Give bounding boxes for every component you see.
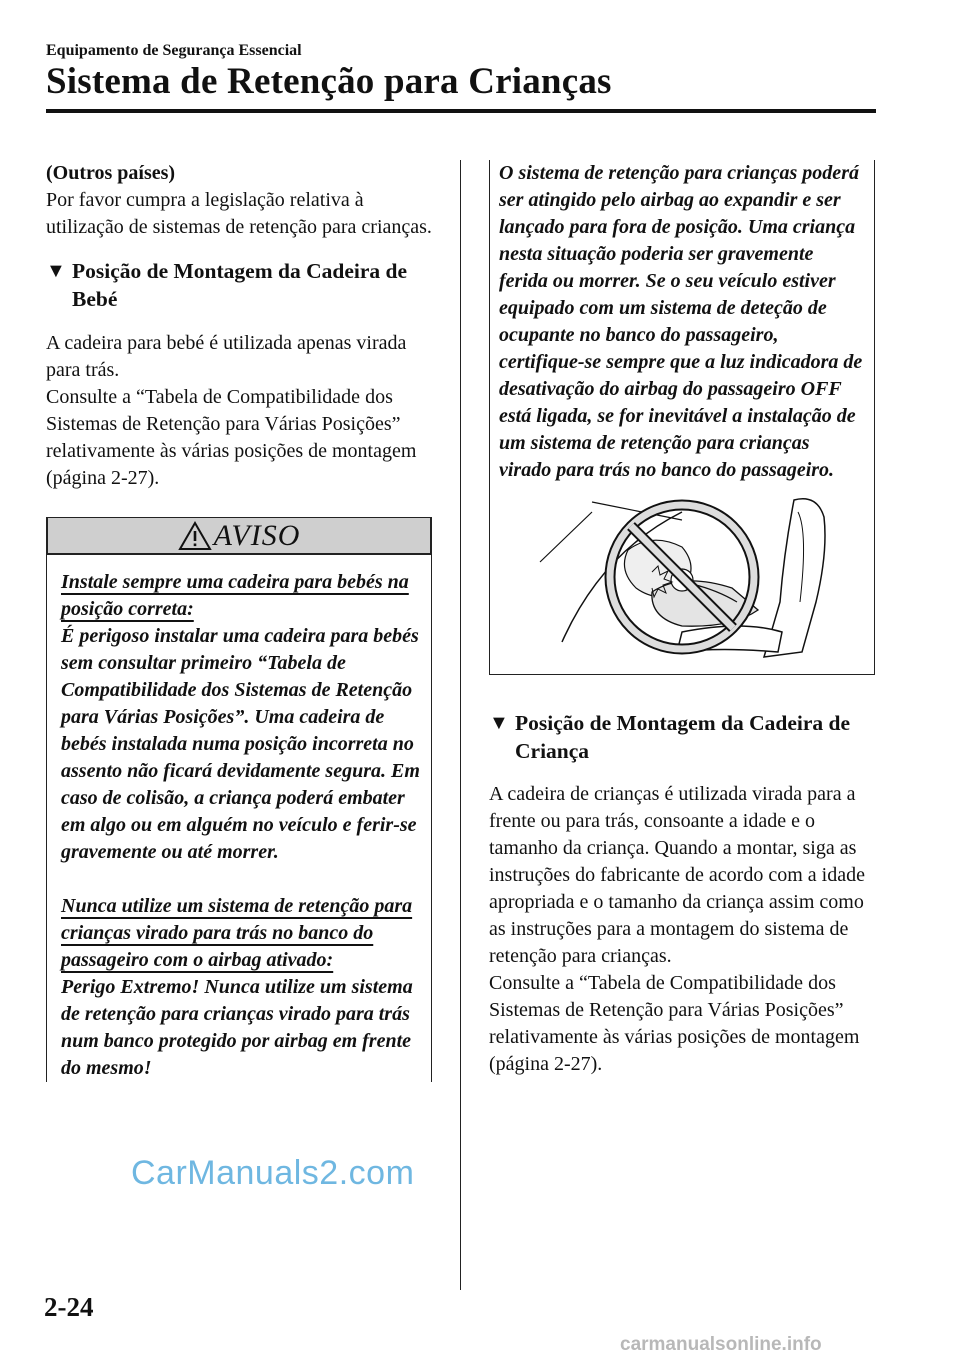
triangle-down-icon: ▼	[46, 260, 66, 282]
child-seat-paragraph-1: A cadeira de crianças é utilizada virada para a frente ou para trás, consoante a idade e o tamanho da criança. Quando a montar, siga as instruções do fabricante de acordo com a idade apropriada e o tamanho da criança assim como as instruções para a montagem do sistema de retenção para crianças.	[489, 783, 865, 967]
baby-seat-heading	[46, 257, 434, 313]
airbag-child-seat-illustration	[532, 492, 832, 664]
baby-seat-paragraph-1: A cadeira para bebé é utilizada apenas virada para trás.	[46, 332, 407, 381]
right-column	[489, 160, 877, 1078]
warning-label: AVISO	[213, 518, 301, 552]
child-seat-heading	[489, 709, 877, 765]
triangle-down-icon: ▼	[489, 712, 509, 734]
left-column	[46, 160, 434, 1082]
other-countries-heading: (Outros países)	[46, 162, 176, 184]
header-divider	[46, 109, 876, 113]
page-title: Sistema de Retenção para Crianças	[46, 61, 612, 102]
warning-box-continued	[489, 160, 875, 675]
warning-banner	[47, 517, 431, 555]
warning-1-title: Instale sempre uma cadeira para bebés na posição correta:	[61, 571, 409, 620]
warning-continued-text: O sistema de retenção para crianças poderá ser atingido pelo airbag ao expandir e ser lançado para fora de posição. Uma criança nesta situação poderia ser gravemente ferida ou morrer. Se o seu veículo estiver equipado com um sistema de deteção de ocupante no banco do passageiro, certifique-se sempre que a luz indicadora de desativação do airbag do passageiro OFF está ligada, se for inevitável a instalação de um sistema de retenção para crianças virado para trás no banco do passageiro.	[499, 162, 863, 481]
child-seat-paragraph-2: Consulte a “Tabela de Compatibilidade dos Sistemas de Retenção para Várias Posições” relativamente às várias posições de montagem (página 2-27).	[489, 972, 860, 1075]
intro-paragraph: Por favor cumpra a legislação relativa à utilização de sistemas de retenção para crianças.	[46, 189, 432, 238]
warning-2-title: Nunca utilize um sistema de retenção para crianças virado para trás no banco do passageiro com o airbag ativado:	[61, 895, 413, 971]
warning-box	[46, 517, 432, 1082]
column-divider	[460, 160, 461, 1290]
baby-seat-heading-text: Posição de Montagem da Cadeira de Bebé	[72, 259, 408, 311]
baby-seat-paragraph-2: Consulte a “Tabela de Compatibilidade dos Sistemas de Retenção para Várias Posições” relativamente às várias posições de montagem (página 2-27).	[46, 386, 417, 489]
page-number: 2-24	[44, 1292, 94, 1322]
warning-body	[47, 555, 431, 1082]
warning-2-body: Perigo Extremo! Nunca utilize um sistema de retenção para crianças virado para trás num banco protegido por airbag em frente do mesmo!	[61, 976, 413, 1079]
watermark-logo: CarManuals2.com	[131, 1154, 415, 1192]
child-seat-heading-text: Posição de Montagem da Cadeira de Criança	[515, 711, 851, 763]
warning-triangle-icon	[178, 521, 212, 551]
section-label: Equipamento de Segurança Essencial	[46, 42, 302, 59]
warning-1-body: É perigoso instalar uma cadeira para bebés sem consultar primeiro “Tabela de Compatibilidade dos Sistemas de Retenção para Várias Posições”. Uma cadeira de bebés instalada numa posição incorreta no assento não ficará devidamente segura. Em caso de colisão, a criança poderá embater em algo ou em alguém no veículo e ferir-se gravemente ou até morrer.	[61, 625, 420, 863]
footer-url: carmanualsonline.info	[620, 1334, 822, 1355]
